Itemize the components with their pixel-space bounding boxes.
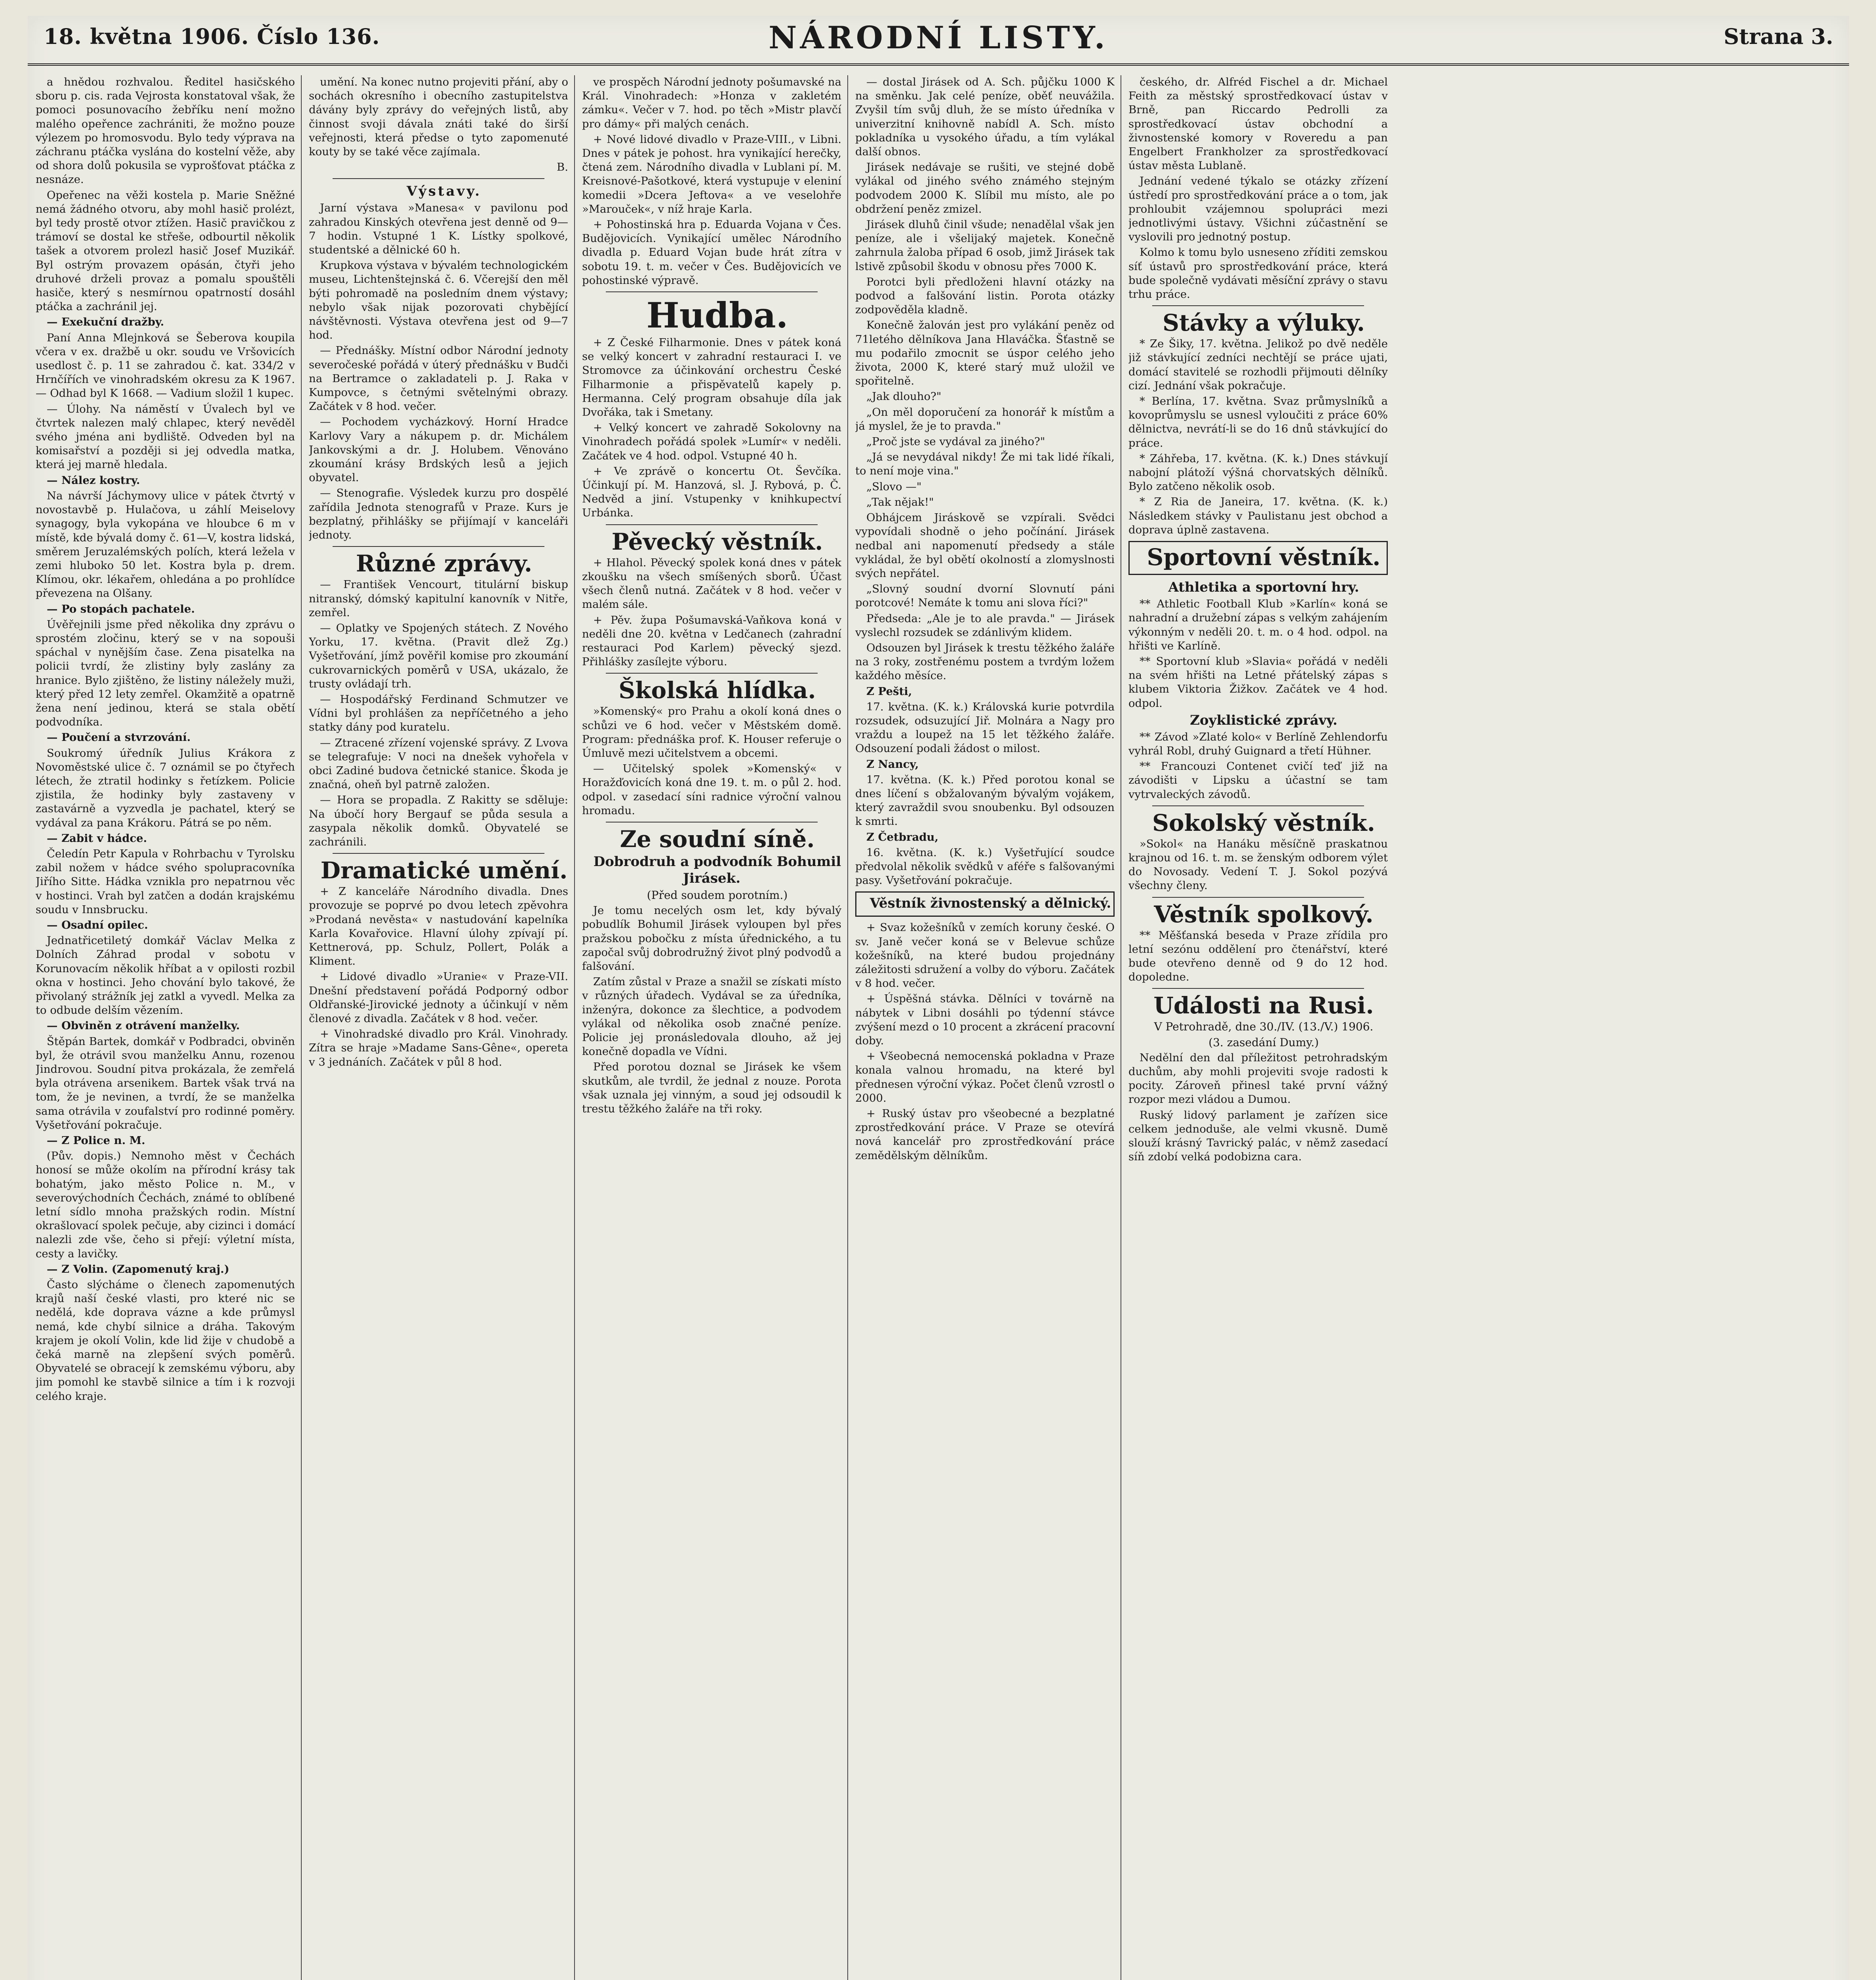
- divider: [1152, 305, 1364, 306]
- dialogue-line: „Tak nějak!": [866, 495, 934, 508]
- section-headline: Věstník spolkový.: [1154, 901, 1374, 928]
- paragraph: — Učitelský spolek »Komenský« v Horažďovicích koná dne 19. t. m. o půl 2. hod. odpol. v zasedací síni radnice výroční valnou hromadu.: [582, 762, 841, 817]
- paragraph: umění. Na konec nutno projeviti přání, aby o sochách okresního i obecního zastupitelstva dávány byly zprávy do veřejných listů, aby činnost svoji dávala znáti také do širší veřejnosti, která předse o tyto zapomenuté kouty by se také věce zajímala.: [309, 76, 568, 158]
- paragraph: Před porotou doznal se Jirásek ke všem skutkům, ale tvrdil, že jednal z nouze. Porota však uznala jej vinným, a soud jej odsoudil k trestu těžkého žaláře na tři roky.: [582, 1060, 841, 1115]
- boxed-headline: [1128, 541, 1388, 575]
- section-heading: — Z Volin. (Zapomenutý kraj.): [47, 1262, 230, 1276]
- dialogue-line: „Já se nevydával nikdy! Že mi tak lidé říkali, to není moje vina.": [855, 451, 1115, 478]
- dialogue-line: „Slovo —": [866, 480, 922, 493]
- paragraph: českého, dr. Alfréd Fischel a dr. Michael Feith za městský sprostředkovací ústav v Brně, pan Riccardo Pedrolli za sprostředkovací ústav obchodní a živnostenské komory v Roveredu a pan Engelbert Frankholzer za sprostředkovací ústav města Lublaně.: [1128, 76, 1388, 172]
- paragraph: Porotci byli předloženi hlavní otázky na podvod a falšování listin. Porota otázky zodpověděla kladně.: [855, 275, 1115, 316]
- section-headline: Události na Rusi.: [1153, 992, 1374, 1019]
- paragraph: (Pův. dopis.) Nemnoho měst v Čechách honosí se může okolím na přírodní krásy tak bohatým, jako město Police n. M., v severovýchodních Čechách, známé to oblíbené letní sídlo mnoha pražských rodin. Místní okrašlovací spolek pečuje, aby cizinci i domácí nalezli zde vše, čeho si přejí: výletní místa, cesty a lavičky.: [36, 1150, 295, 1260]
- paragraph: Štěpán Bartek, domkář v Podbradci, obviněn byl, že otrávil svou manželku Annu, rozenou Jindrovou. Soudní pitva prokázala, že zemřelá byla otrávena arsenikem. Bartek však trvá na tom, že je nevinen, a tvrdí, že se manželka sama otrávila v zoufalství pro rodinné poměry. Vyšetřování pokračuje.: [36, 1035, 295, 1131]
- section-headline: Školská hlídka.: [618, 677, 816, 704]
- paragraph: + Velký koncert ve zahradě Sokolovny na Vinohradech pořádá spolek »Lumír« v neděli. Začátek ve 4 hod. odpol. Vstupné 40 h.: [582, 421, 841, 462]
- column-3: [582, 75, 841, 1980]
- paragraph: Opeřenec na věži kostela p. Marie Sněžné nemá žádného otvoru, aby mohl hasič prolézt, byl tedy prostě otvor ztížen. Hasič pravičkou z trámoví se dostal ke střeše, odbourtil několik tašek a otvorem prolezl hasič Josef Muzikář. Byl ostrým provazem opásán, čtyři jeho druhové drželi provaz a pomalu spouštěli hasiče, který s nesmírnou opatrností dosáhl ptáčka a zachránil jej.: [36, 188, 295, 313]
- divider: [1152, 988, 1364, 989]
- paragraph: — Pochodem vycházkový. Horní Hradce Karlovy Vary a nákupem p. dr. Michálem Jankovskými a dr. J. Holubem. Věnováno zkoumání krásy Brdských lesů a jejich obyvatel.: [309, 415, 568, 484]
- paragraph: Je tomu necelých osm let, kdy bývalý pobudlík Bohumil Jirásek vyloupen byl přes pražskou pobočku z místa úřednického, a tu započal svůj dobrodružný život plný podvodů a falšování.: [582, 904, 841, 973]
- issue-date: 18. května 1906. Číslo 136.: [44, 24, 380, 49]
- page-number: Strana 3.: [1724, 24, 1833, 49]
- dialogue-line: „Jak dlouho?": [866, 390, 942, 403]
- section-heading: — Exekuční dražby.: [47, 316, 164, 329]
- boxed-headline: [855, 891, 1115, 917]
- paragraph: „Slovný soudní dvorní Slovnutí páni porotcové! Nemáte k tomu ani slova říci?": [855, 583, 1115, 609]
- subsection-heading: Athletika a sportovní hry.: [1168, 579, 1359, 596]
- paragraph: »Komenský« pro Prahu a okolí koná dnes o schůzi ve 6 hod. večer v Městském domě. Program: přednáška prof. K. Houser referuje o Úmluvě mezi učitelstvem a obcemi.: [582, 705, 841, 760]
- column-4: [855, 75, 1115, 1980]
- article-dateline: V Petrohradě, dne 30./IV. (13./V.) 1906.: [1154, 1020, 1374, 1034]
- paragraph: Jednání vedené týkalo se otázky zřízení ústředí pro sprostředkování práce a o tom, jak prohloubit vzájemnou spolupráci mezi jednotlivými ústavy. Všichni zúčastnění se vyslovili pro jednotný postup.: [1128, 175, 1388, 244]
- paragraph: Nedělní den dal příležitost petrohradským duchům, aby mohli projeviti svoje radosti k pocity. Zároveň přinesl také první vážný rozpor mezi vládou a Dumou.: [1128, 1051, 1388, 1106]
- divider: [606, 524, 818, 525]
- paragraph: Předseda: „Ale je to ale pravda." — Jirásek vyslechl rozsudek se zdánlivým klidem.: [855, 612, 1115, 639]
- paragraph: ** Měšťanská beseda v Praze zřídila pro letní sezónu oddělení pro čtenářství, které bude otevřeno denně od 9 do 12 hod. dopoledne.: [1128, 929, 1388, 984]
- paragraph: Zatím zůstal v Praze a snažil se získati místo v různých úřadech. Vydával se za úředníka, inženýra, dokonce za šlechtice, a podvodem vylákal od několika osob značné peníze. Policie jej pronásledovala dlouho, až jej konečně dopadla ve Vídni.: [582, 975, 841, 1058]
- paragraph: Jirásek dluhů činil všude; nenadělal však jen peníze, ale i všelijaký majetek. Konečně zahrnula žaloba případ 6 osob, jimž Jirásek tak lstivě způsobil škodu v obnosu přes 7000 K.: [855, 218, 1115, 273]
- section-heading: Z Četbradu,: [866, 830, 939, 843]
- newspaper-page: [28, 16, 1849, 1980]
- paragraph: — Ztracené zřízení vojenské správy. Z Lvova se telegrafuje: V noci na dnešek vyhořela v obci Zadiné budova četnické stanice. Škoda je značná, oheň byl patrně založen.: [309, 736, 568, 791]
- section-heading: — Z Police n. M.: [47, 1134, 145, 1147]
- dialogue-line: „On měl doporučení za honorář k místům a já myslel, že je to pravda.": [855, 406, 1115, 432]
- paragraph: 17. května. (K. k.) Před porotou konal se dnes líčení s obžalovaným bývalým vojákem, který zavraždil svou snoubenku. Byl odsouzen k smrti.: [855, 773, 1115, 828]
- paragraph: — Úlohy. Na náměstí v Úvalech byl ve čtvrtek nalezen malý chlapec, který nevěděl svého jména ani bydliště. Odveden byl na komisařství a později si jej odvedla matka, která jej marně hledala.: [36, 402, 295, 471]
- section-heading: — Osadní opilec.: [47, 918, 148, 931]
- paragraph: Na návrší Jáchymovy ulice v pátek čtvrtý v novostavbě p. Hulačova, u záhlí Meiselovy synagogy, byla vykopána ve hloubce 6 m v místě, kde bývalá domy č. 61—V, kostra lidská, směrem Jeruzalémských polích, která ležela v zemi hluboko 50 let. Kostra byla p. drem. Klímou, okr. lékařem, ohledána a po prohlídce převezena na Olšany.: [36, 489, 295, 600]
- article-subtitle: (Před soudem porotním.): [647, 888, 788, 902]
- paragraph: + Z kanceláře Národního divadla. Dnes provozuje se poprvé po dvou letech zpěvohra »Prodaná nevěsta« v nastudování kapelníka Karla Kovařovice. Hlavní úlohy zpívají pí. Kettnerová, pp. Schulz, Pollert, Polák a Kliment.: [309, 885, 568, 968]
- paragraph: + Ruský ústav pro všeobecné a bezplatné zprostředkování práce. V Praze se otevírá nová kancelář pro zprostředkování práce zemědělským dělníkům.: [855, 1107, 1115, 1162]
- article-subtitle: (3. zasedání Dumy.): [1208, 1036, 1319, 1049]
- paragraph: * Záhřeba, 17. května. (K. k.) Dnes stávkují nabojní plátoží výšná chorvatských dělníků. Bylo zatčeno několik osob.: [1128, 452, 1388, 493]
- paragraph: Úvěřejnili jsme před několika dny zprávu o sprostém zločinu, který se v na sopouši spáchal v nynějším čase. Zena pisatelka na policii tvrdí, že zlistiny byly zaslány za hranice. Bylo zjištěno, že listiny náležely muži, který před 12 lety zemřel. Okamžitě a opatrně žena není jedinou, která se stala obětí podvodníka.: [36, 618, 295, 729]
- divider: [333, 853, 544, 854]
- paragraph: Ruský lidový parlament je zařízen sice celkem jednoduše, ale velmi vkusně. Dumě slouží krásný Tavrický palác, v němž zasedací síň zdobí velká podobizna cara.: [1128, 1108, 1388, 1163]
- paragraph: Často slýcháme o členech zapomenutých krajů naší české vlasti, pro které nic se nedělá, kde doprava vázne a kde průmysl nemá, kde chybí silnice a dráha. Takovým krajem je okolí Volin, kde lid žije v chudobě a čeká marně na zlepšení svých poměrů. Obyvatelé se obracejí k zemskému výboru, aby jim pomohl ke stavbě silnice a tím i k rozvoji celého kraje.: [36, 1278, 295, 1403]
- paragraph: Kolmo k tomu bylo usneseno zříditi zemskou síť ústavů pro sprostředkování práce, která bude společně vydávati měsíční zprávy o stavu trhu práce.: [1128, 246, 1388, 301]
- section-heading: — Poučení a stvrzování.: [47, 731, 191, 744]
- paragraph: — František Vencourt, titulární biskup nitranský, dómský kapitulní kanovník v Nitře, zemřel.: [309, 578, 568, 619]
- paragraph: — Oplatky ve Spojených státech. Z Nového Yorku, 17. května. (Pravit dlež Zg.) Vyšetřování, jímž pověřil komise pro zkoumání cukrovarnických poměrů v USA, ukázalo, že trusty ovládají trh.: [309, 621, 568, 690]
- paragraph: ** Francouzi Contenet cvičí teď již na závodišti v Lipsku a účastní se tam vytrvaleckých závodů.: [1128, 760, 1388, 801]
- paragraph: 16. května. (K. k.) Vyšetřující soudce předvolal několik svědků v aféře s falšovanými pasy. Vyšetřování pokračuje.: [855, 846, 1115, 887]
- paragraph: — Stenografie. Výsledek kurzu pro dospělé zařídila Jednota stenografů v Praze. Kurs je bezplatný, přihlášky se přijímají v kanceláři jednoty.: [309, 487, 568, 542]
- divider: [1152, 805, 1364, 806]
- newspaper-title: NÁRODNÍ LISTY.: [769, 20, 1108, 56]
- paragraph: Soukromý úředník Julius Krákora z Novoměstské ulice č. 7 oznámil se po čtyřech létech, že ztratil hodinky s řetízkem. Policie zjistila, že hodinky byly zastaveny v zastavárně a vyzvedla je pachatel, který se vydával za pana Krákoru. Pátrá se po něm.: [36, 746, 295, 829]
- section-headline: Stávky a výluky.: [1163, 309, 1365, 337]
- section-headline: Různé zprávy.: [356, 550, 533, 577]
- masthead: [28, 16, 1849, 66]
- column-5: [1128, 75, 1388, 1980]
- paragraph: Čeledín Petr Kapula v Rohrbachu v Tyrolsku zabil nožem v hádce svého spolupracovníka Jiřího Sitte. Hádka vznikla pro nepatrnou věc v hostinci. Vrah byl zatčen a dodán krajskému soudu v Innsbrucku.: [36, 847, 295, 916]
- section-headline: Sportovní věstník.: [1147, 544, 1381, 571]
- subsection-heading: Zoyklistické zprávy.: [1190, 712, 1338, 728]
- paragraph: * Ze Šiky, 17. května. Jelikož po dvě neděle již stávkující zedníci nechtějí se práce ujati, domácí stavitelé se rozhodli přijmouti dělníky cizí. Jednání však pokračuje.: [1128, 337, 1388, 392]
- section-headline: Sokolský věstník.: [1152, 809, 1375, 836]
- paragraph: + Vinohradské divadlo pro Král. Vinohrady. Zítra se hraje »Madame Sans-Gêne«, opereta v 3 jednáních. Začátek v půl 8 hod.: [309, 1028, 568, 1068]
- paragraph: + Hlahol. Pěvecký spolek koná dnes v pátek zkoušku na všech smíšených sborů. Účast všech členů nutná. Začátek v 8 hod. večer v malém sále.: [582, 556, 841, 611]
- column-divider: [301, 75, 302, 1980]
- paragraph: — Hora se propadla. Z Rakitty se sděluje: Na úbočí hory Bergauf se půda sesula a zasypala několik domků. Obyvatelé se zachránili.: [309, 794, 568, 848]
- paragraph: + Všeobecná nemocenská pokladna v Praze konala valnou hromadu, na které byl přednesen výroční výkaz. Počet členů vzrostl o 2000.: [855, 1050, 1115, 1104]
- column-1: [36, 75, 295, 1980]
- column-divider: [847, 75, 848, 1980]
- paragraph: Konečně žalován jest pro vylákání peněz od 71letého dělníkova Jana Hlaváčka. Šťastně se mu podařilo zmocnit se úspor celého jeho života, 2000 K, které starý muž uložil ve spořitelně.: [855, 319, 1115, 388]
- paragraph: + Pěv. župa Pošumavská-Vaňkova koná v neděli dne 20. května v Ledčanech (zahradní restauraci Pod Karlem) pěvecký sjezd. Přihlášky zasílejte výboru.: [582, 613, 841, 668]
- section-heading: Z Nancy,: [866, 758, 919, 771]
- paragraph: + Svaz kožešníků v zemích koruny české. O sv. Janě večer koná se v Belevue schůze kožešníků, na které budou projednány záležitosti sdružení a volby do výboru. Začátek v 8 hod. večer.: [855, 921, 1115, 990]
- paragraph: * Z Ria de Janeira, 17. května. (K. k.) Následkem stávky v Paulistanu jest obchod a doprava úplně zastavena.: [1128, 495, 1388, 536]
- signature: B.: [557, 161, 568, 174]
- paragraph: * Berlína, 17. května. Svaz průmyslníků a kovoprůmyslu se usnesl vyloučiti z práce 60% dělnictva, nevrátí-li se do 16 dnů stávkující do práce.: [1128, 395, 1388, 449]
- paragraph: Paní Anna Mlejnková se Šeberova koupila včera v ex. dražbě u okr. soudu ve Vršovicích usedlost č. p. 11 se zahradou č. kat. 334/2 v Hrnčířích ve vinohradském okresu za K 1967. — Odhad byl K 1668. — Vadium složil 1 kupec.: [36, 331, 295, 400]
- paragraph: Jirásek nedávaje se rušiti, ve stejné době vylákal od jiného svého známého stejným podvodem 2000 K. Slíbil mu místo, ale po obdržení peněz zmizel.: [855, 161, 1115, 215]
- paragraph: »Sokol« na Hanáku měsíčně praskatnou krajnou od 16. t. m. se ženským odborem výlet do Novosady. Vedení T. J. Sokol pozývá všechny členy.: [1128, 837, 1388, 892]
- divider: [606, 291, 818, 292]
- paragraph: — Hospodářský Ferdinand Schmutzer ve Vídni byl prohlášen za nepříčetného a jeho statky dány pod kuratelu.: [309, 693, 568, 734]
- paragraph: ve prospěch Národní jednoty pošumavské na Král. Vinohradech: »Honza v zakletém zámku«. Večer v 7. hod. po těch »Mistr plavčí pro dámy« při malých cenách.: [582, 76, 841, 130]
- paragraph: a hnědou rozhvalou. Ředitel hasičského sboru p. cis. rada Vejrosta konstatoval však, že pomoci posunovacího žebříku není možno malého opeřence zachrániti, že možno pouze výlezem po hromosvodu. Bylo tedy výprava na záchranu ptáčka vyslána do kostelní věže, aby od shora dolů pokusila se vyprošťovat ptáčka z nesnáze.: [36, 76, 295, 186]
- paragraph: Krupkova výstava v bývalém technologickém museu, Lichtenštejnská č. 6. Včerejší den měl býti pohromadě na posledním dnem výstavy; nebylo však nijak pozorovati chybějící návštěvnosti. Výstava otevřena jest od 9—7 hod.: [309, 259, 568, 342]
- paragraph: ** Závod »Zlaté kolo« v Berlíně Zehlendorfu vyhrál Robl, druhý Guignard a třetí Hühner.: [1128, 730, 1388, 757]
- paragraph: — Přednášky. Místní odbor Národní jednoty severočeské pořádá v úterý přednášku v Budči na Bertramce o zakladateli p. J. Raka v Kumpovce, s četnými světelnými obrazy. Začátek v 8 hod. večer.: [309, 344, 568, 413]
- paragraph: + Lidové divadlo »Uranie« v Praze-VII. Dnešní představení pořádá Podporný odbor Oldřanské-Jirovické jednoty a účinkují v něm členové z divadla. Začátek v 8 hod. večer.: [309, 970, 568, 1025]
- paragraph: 17. května. (K. k.) Královská kurie potvrdila rozsudek, odsuzující Jiř. Molnára a Nagy pro vraždu a loupež na 15 let těžkého žaláře. Odsouzení podali žádost o milost.: [855, 700, 1115, 755]
- section-headline: Pěvecký věstník.: [611, 528, 823, 555]
- divider: [606, 673, 818, 674]
- paragraph: + Z České Filharmonie. Dnes v pátek koná se velký koncert v zahradní restauraci I. ve Stromovce za účinkování orchestru České Filharmonie a přispěvatelů kapely p. Hermanna. Celý program obsahuje díla jak Dvořáka, tak i Smetany.: [582, 336, 841, 419]
- section-heading: Z Pešti,: [866, 685, 912, 698]
- paragraph: ** Athletic Football Klub »Karlín« koná se nahradní a družební zápas s velkým zahájením výkonným v neděli 20. t. m. o 4 hod. odpol. na hřišti ve Karlíně.: [1128, 598, 1388, 652]
- divider: [1152, 897, 1364, 898]
- paragraph: + Úspěšná stávka. Dělníci v továrně na nábytek v Libni dosáhli po týdenní stávce zvýšení mezd o 10 procent a zkrácení pracovní doby.: [855, 992, 1115, 1047]
- paragraph: — dostal Jirásek od A. Sch. půjčku 1000 K na směnku. Jak celé peníze, oběť neuvážila. Zvyšil tím svůj dluh, že se místo úředníka v univerzitní knihovně nabídl A. Sch. místo pokladníka u vysokého úřadu, a tím vylákal další obnos.: [855, 76, 1115, 158]
- paragraph: + Pohostinská hra p. Eduarda Vojana v Čes. Budějovicích. Vynikající umělec Národního divadla p. Eduard Vojan bude hrát zítra v sobotu 19. t. m. večer v Čes. Budějovicích ve pohostinské výpravě.: [582, 218, 841, 287]
- paragraph: Odsouzen byl Jirásek k trestu těžkého žaláře na 3 roky, zostřenému postem a tvrdým ložem každého měsíce.: [855, 641, 1115, 682]
- section-headline: Ze soudní síně.: [620, 825, 815, 853]
- column-2: [309, 75, 568, 1980]
- section-headline: Dramatické umění.: [320, 857, 568, 884]
- divider: [333, 178, 544, 179]
- paragraph: + Nové lidové divadlo v Praze-VIII., v Libni. Dnes v pátek je pohost. hra vynikající herečky, čtená zem. Národního divadla v Lublani pí. M. Kreisnové-Pašotkové, která vystupuje v eleniní komedii »Dcera Jeftova« a ve veseloh‍ře »Marouček«, v níž hraje Karla.: [582, 133, 841, 215]
- paragraph: ** Sportovní klub »Slavia« pořádá v neděli na svém hřišti na Letné přátelský zápas s klubem Viktoria Žižkov. Začátek ve 4 hod. odpol.: [1128, 655, 1388, 710]
- dialogue-line: „Proč jste se vydával za jiného?": [866, 435, 1045, 448]
- column-divider: [574, 75, 575, 1980]
- section-heading: — Nález kostry.: [47, 474, 140, 487]
- section-heading: Výstavy.: [406, 183, 482, 200]
- section-heading: — Obviněn z otrávení manželky.: [47, 1019, 240, 1032]
- paragraph: Jednatřicetiletý domkář Václav Melka z Dolních Záhrad prodal v sobotu v Korunovacím několik hříbat a v opilosti rozbil okna v hostinci. Jeho chování bylo takové, že přivolaný strážník jej zatkl a vyvedl. Melka za to odbude delším vězením.: [36, 934, 295, 1017]
- paragraph: Jarní výstava »Manesa« v pavilonu pod zahradou Kinských otevřena jest denně od 9—7 hodin. Vstupné 1 K. Lístky spolkové, studentské a dělnické 60 h.: [309, 202, 568, 257]
- paragraph: Obhájcem Jiráskově se vzpírali. Svědci vypovídali shodně o jeho počínání. Jirásek nedbal ani napomenutí předsedy a stále vykládal, že byl obětí okolností a zlomyslnosti svých nepřátel.: [855, 511, 1115, 580]
- section-heading: — Zabit v hádce.: [47, 832, 147, 845]
- section-headline: Věstník živnostenský a dělnický.: [870, 895, 1111, 912]
- section-headline: Hudba.: [646, 295, 788, 336]
- section-heading: — Po stopách pachatele.: [47, 602, 195, 615]
- paragraph: + Ve zprávě o koncertu Ot. Ševčíka. Účinkují pí. M. Hanzová, sl. J. Rybová, p. Č. Nedvěd a jiní. Vstupenky v knihkupectví Urbánka.: [582, 465, 841, 520]
- divider: [333, 546, 544, 547]
- article-headline: Dobrodruh a podvodník Bohumil Jirásek.: [593, 853, 841, 886]
